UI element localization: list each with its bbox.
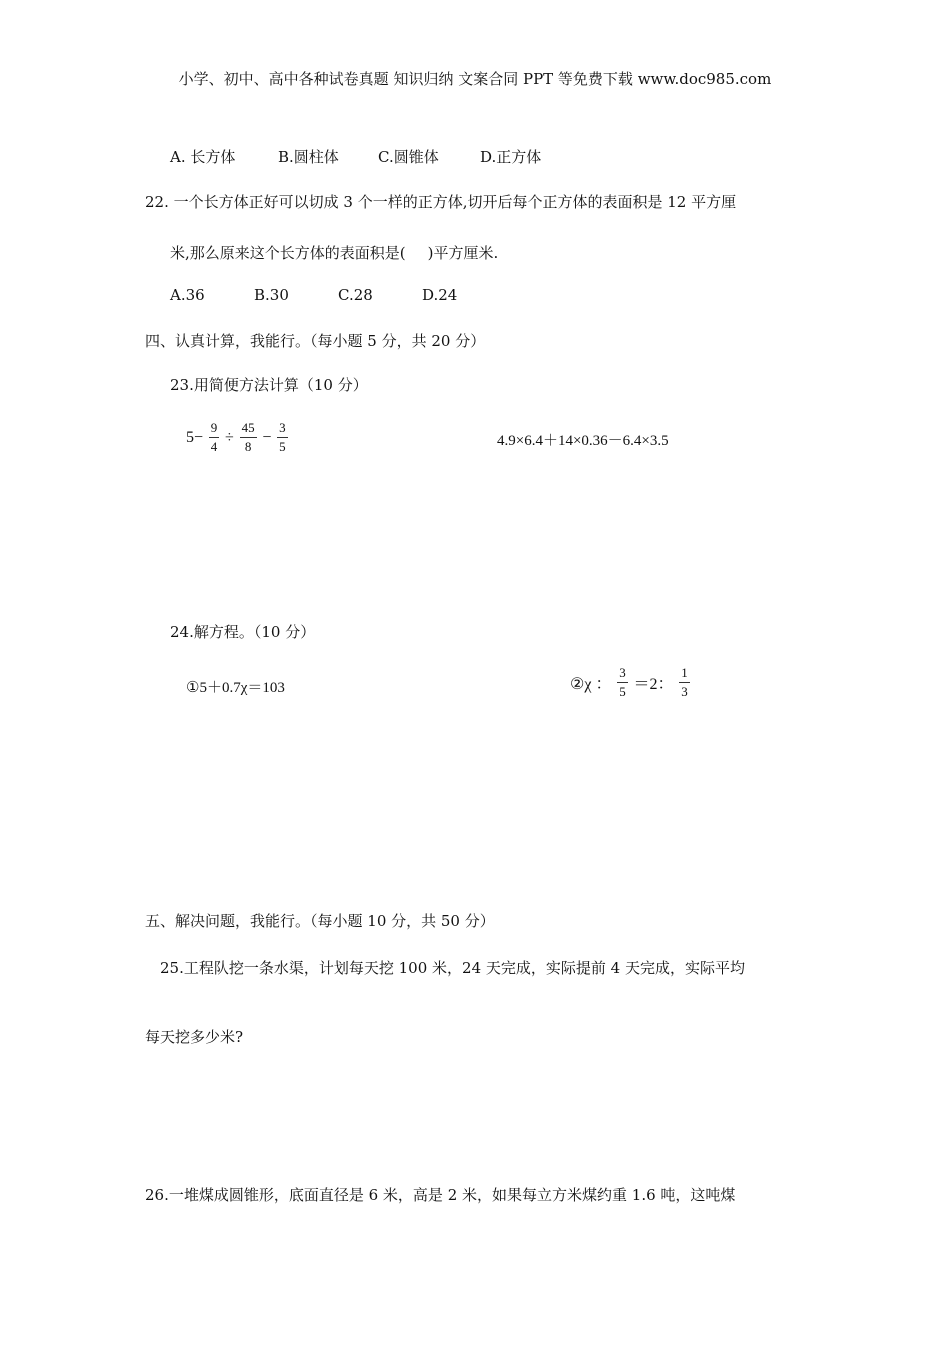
eq2-lead: ②χ ：	[570, 676, 612, 693]
q23-expression-2: 4.9×6.4＋14×0.36－6.4×3.5	[497, 433, 669, 449]
q24-equation-1: ①5＋0.7χ＝103	[186, 680, 285, 696]
eq2-middle: ＝2：	[633, 676, 674, 693]
page-header: 小学、初中、高中各种试卷真题 知识归纳 文案合同 PPT 等免费下载 www.doc985.com	[178, 70, 772, 88]
q26-line1: 26.一堆煤成圆锥形，底面直径是 6 米，高是 2 米，如果每立方米煤约重 1.6 吨，这吨煤	[145, 1186, 736, 1204]
q21-option-a: A. 长方体	[170, 148, 236, 166]
section5-title: 五、解决问题，我能行。（每小题 10 分，共 50 分）	[145, 912, 495, 930]
q22-line1: 22. 一个长方体正好可以切成 3 个一样的正方体,切开后每个正方体的表面积是 12 平方厘	[145, 193, 737, 211]
q24-title: 24.解方程。（10 分）	[170, 623, 316, 641]
expr1-fraction-1	[209, 419, 220, 456]
q21-option-c: C.圆锥体	[378, 148, 439, 166]
q23-title: 23.用简便方法计算（10 分）	[170, 376, 368, 394]
fraction-numerator: 1	[679, 664, 690, 683]
fraction-numerator: 3	[277, 419, 288, 438]
q21-option-b: B.圆柱体	[278, 148, 339, 166]
q22-option-b: B.30	[254, 286, 289, 304]
q24-equation-2	[570, 664, 692, 701]
section4-title: 四、认真计算，我能行。（每小题 5 分，共 20 分）	[145, 332, 486, 350]
fraction-denominator: 4	[210, 439, 218, 454]
q21-options	[170, 146, 542, 167]
q22-options	[170, 286, 458, 304]
q22-option-a: A.36	[170, 286, 205, 304]
fraction-denominator: 3	[681, 684, 688, 699]
eq2-fraction-2	[679, 664, 690, 701]
expr1-operator-2: −	[262, 428, 272, 446]
q21-option-d: D.正方体	[480, 148, 542, 166]
eq2-fraction-1	[617, 664, 628, 701]
q25-line1: 25.工程队挖一条水渠，计划每天挖 100 米，24 天完成，实际提前 4 天完成，实际平均	[160, 959, 745, 977]
expr1-fraction-3	[277, 419, 288, 456]
fraction-denominator: 5	[279, 439, 286, 454]
expr1-operator-1: ÷	[225, 428, 234, 446]
q22-line2-before: 米,那么原来这个长方体的表面积是(	[170, 244, 406, 262]
q23-expression-1	[186, 419, 290, 456]
fraction-denominator: 8	[244, 439, 252, 454]
fraction-numerator: 3	[617, 664, 628, 683]
expr1-fraction-2	[240, 419, 257, 456]
q22-option-c: C.28	[338, 286, 373, 304]
expr1-lead: 5−	[186, 428, 204, 446]
q22-line2	[170, 242, 498, 263]
fraction-numerator: 9	[209, 419, 220, 438]
q25-line2: 每天挖多少米?	[145, 1028, 244, 1046]
q22-line2-after: )平方厘米.	[427, 244, 499, 262]
fraction-denominator: 5	[619, 684, 626, 699]
q22-option-d: D.24	[422, 286, 458, 304]
fraction-numerator: 45	[240, 419, 257, 438]
